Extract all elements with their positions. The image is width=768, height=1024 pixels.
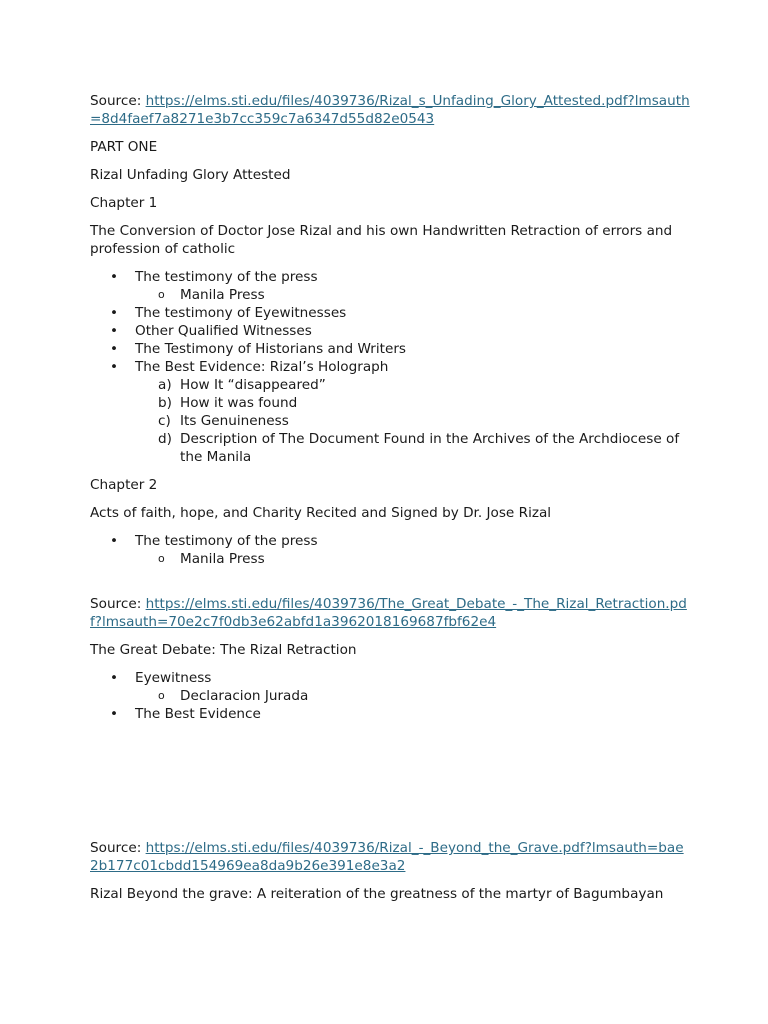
sub-list-item-text: Manila Press — [180, 287, 265, 303]
chapter-1-list — [90, 268, 690, 466]
list-item-text: The Best Evidence — [135, 706, 261, 722]
list-item — [90, 669, 690, 687]
lettered-list-item — [90, 394, 690, 412]
list-item — [90, 304, 690, 322]
circle-bullet-icon: o — [158, 689, 165, 702]
chapter-2-heading: Chapter 2 — [90, 477, 158, 493]
source-label: Source: — [90, 840, 142, 856]
list-item-text: The Best Evidence: Rizal’s Holograph — [135, 359, 389, 375]
list-item — [90, 358, 690, 376]
bullet-icon: • — [110, 305, 119, 321]
source-link-1[interactable]: https://elms.sti.edu/files/4039736/Rizal_s_Unfading_Glory_Attested.pdf?lmsauth=8d4faef7a8271e3b7cc359c7a6347d55d82e0543 — [90, 93, 690, 127]
lettered-item-text: How it was found — [180, 395, 298, 411]
lettered-item-text: Its Genuineness — [180, 413, 289, 429]
section-3-title: Rizal Beyond the grave: A reiteration of the greatness of the martyr of Bagumbayan — [90, 886, 664, 902]
bullet-icon: • — [110, 359, 119, 375]
sub-list-item-text: Manila Press — [180, 551, 265, 567]
sub-list-item-text: Declaracion Jurada — [180, 688, 309, 704]
list-item-text: The testimony of Eyewitnesses — [135, 305, 347, 321]
source-link-2[interactable]: https://elms.sti.edu/files/4039736/The_Great_Debate_-_The_Rizal_Retraction.pdf?lmsauth=70e2c7f0db3e62abfd1a3962018169687fbf62e4 — [90, 596, 687, 630]
chapter-1-heading: Chapter 1 — [90, 195, 158, 211]
source-line-2 — [90, 595, 690, 631]
list-marker: c) — [158, 413, 171, 429]
list-item — [90, 532, 690, 550]
sub-list-item — [90, 687, 690, 705]
chapter-2-list — [90, 532, 690, 568]
list-item — [90, 322, 690, 340]
chapter-2-title: Acts of faith, hope, and Charity Recited and Signed by Dr. Jose Rizal — [90, 505, 552, 521]
sub-list-item — [90, 550, 690, 568]
spacer — [90, 568, 690, 595]
source-label: Source: — [90, 93, 142, 109]
book-title: Rizal Unfading Glory Attested — [90, 167, 291, 183]
spacer — [90, 723, 690, 839]
list-item — [90, 340, 690, 358]
chapter-1-title: The Conversion of Doctor Jose Rizal and his own Handwritten Retraction of errors and profession of catholic — [90, 223, 673, 257]
lettered-list-item — [90, 376, 690, 394]
list-marker: a) — [158, 377, 172, 393]
document-body — [90, 92, 690, 913]
bullet-icon: • — [110, 670, 119, 686]
bullet-icon: • — [110, 706, 119, 722]
list-item-text: The Testimony of Historians and Writers — [135, 341, 407, 357]
source-line-3 — [90, 839, 690, 875]
list-item-text: The testimony of the press — [135, 533, 318, 549]
lettered-list-item — [90, 412, 690, 430]
list-item — [90, 705, 690, 723]
sub-list-item — [90, 286, 690, 304]
lettered-list-item — [90, 430, 690, 466]
bullet-icon: • — [110, 533, 119, 549]
circle-bullet-icon: o — [158, 552, 165, 565]
source-link-3[interactable]: https://elms.sti.edu/files/4039736/Rizal_-_Beyond_the_Grave.pdf?lmsauth=bae2b177c01cbdd154969ea8da9b26e391e8e3a2 — [90, 840, 684, 874]
section-2-list — [90, 669, 690, 723]
list-marker: b) — [158, 395, 172, 411]
section-2-title: The Great Debate: The Rizal Retraction — [90, 642, 357, 658]
bullet-icon: • — [110, 341, 119, 357]
source-label: Source: — [90, 596, 142, 612]
list-item-text: Other Qualified Witnesses — [135, 323, 312, 339]
bullet-icon: • — [110, 269, 119, 285]
list-item-text: The testimony of the press — [135, 269, 318, 285]
list-item — [90, 268, 690, 286]
lettered-item-text: How It “disappeared” — [180, 377, 326, 393]
list-item-text: Eyewitness — [135, 670, 212, 686]
list-marker: d) — [158, 431, 172, 447]
source-line-1 — [90, 92, 690, 128]
lettered-item-text: Description of The Document Found in the Archives of the Archdiocese of the Manila — [180, 431, 680, 465]
part-heading: PART ONE — [90, 139, 158, 155]
bullet-icon: • — [110, 323, 119, 339]
circle-bullet-icon: o — [158, 288, 165, 301]
